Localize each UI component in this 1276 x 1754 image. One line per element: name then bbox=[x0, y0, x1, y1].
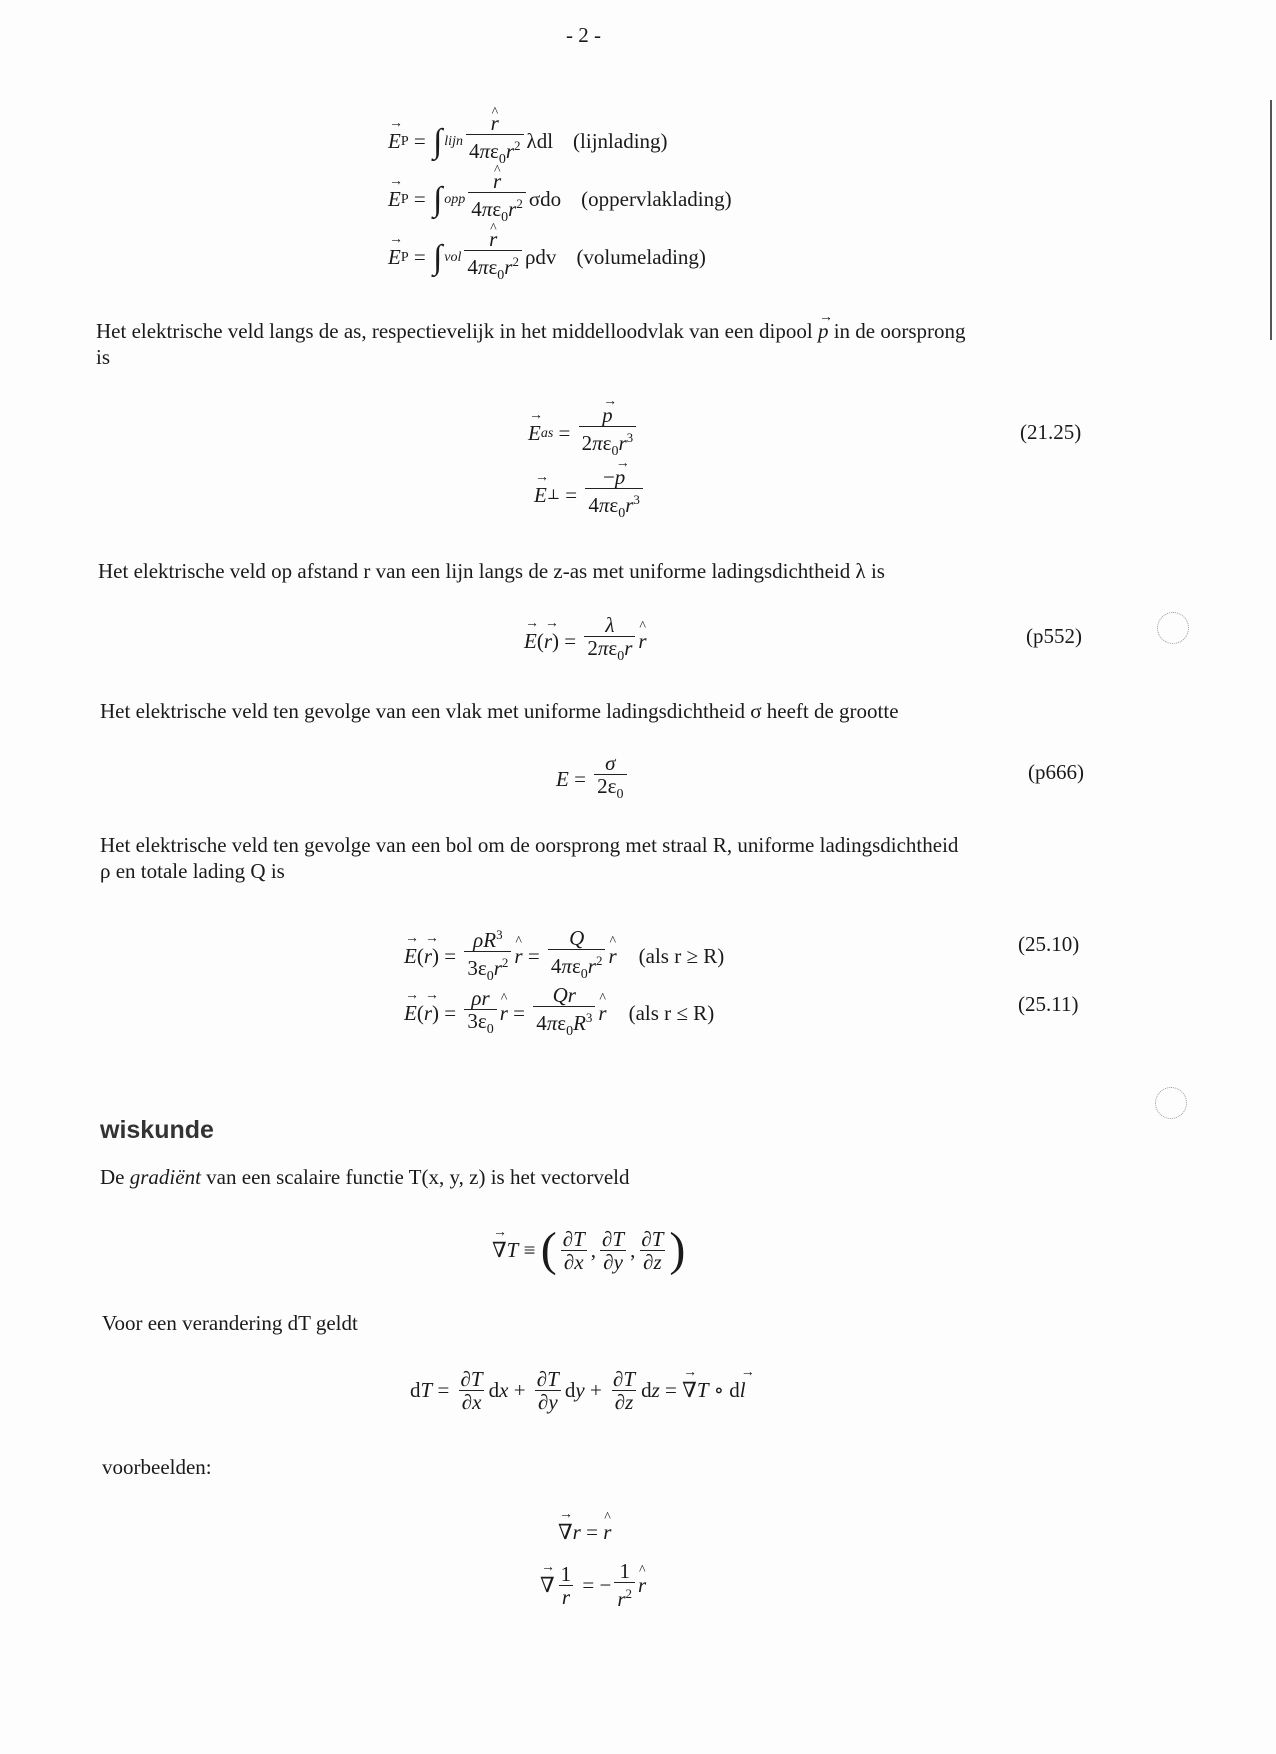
paragraph-gradient bbox=[100, 1164, 629, 1190]
line-label: (lijnlading) bbox=[573, 129, 668, 153]
equation-volume-charge: → E P = ∫ vol ^ $\frac{r}{4\pi\varepsilon_0r^2}$ ρdv (volumelading) bbox=[388, 228, 706, 287]
paragraph-sphere-1: Het elektrische veld ten gevolge van een bol om de oorsprong met straal R, uniforme ladingsdichtheid bbox=[100, 833, 959, 857]
volume-label: (volumelading) bbox=[576, 245, 706, 269]
condition-inside: (als r ≤ R) bbox=[628, 1001, 715, 1025]
scan-edge-mark bbox=[1270, 100, 1272, 340]
paragraph-sphere-2: ρ en totale lading Q is bbox=[100, 859, 285, 883]
integral-sub-volume: vol bbox=[444, 249, 462, 265]
equation-differential: d T = $\frac{\partial T}{\partial x}$ d x + $\frac{\partial T}{\partial y}$ d y + $\frac{\partial T}{\partial z}$ d z = → ∇ T ∘ d → l bbox=[410, 1368, 746, 1413]
dipole-intro-end: in de oorsprong bbox=[833, 319, 966, 343]
scan-speck bbox=[1155, 1087, 1187, 1119]
equation-line-field: → E ( → r ) = $\frac{\lambda}{2\pi\varepsilon_0r}$ ^ r bbox=[524, 614, 647, 668]
dipole-intro-text: Het elektrische veld langs de as, respectievelijk in het middelloodvlak van een dipool bbox=[96, 319, 813, 343]
surface-label: (oppervlaklading) bbox=[581, 187, 732, 211]
paragraph-examples: voorbeelden: bbox=[102, 1455, 212, 1479]
paragraph-dipole-line2: is bbox=[96, 345, 111, 369]
equation-sphere-inside: → E ( → r ) = $\frac{\rho r}{3\varepsilon_0}$ ^ r = $\frac{Qr}{4\pi\varepsilon_0R^3}$ ^ r (als r ≤ R) bbox=[404, 984, 714, 1043]
equation-number-dipole: (21.25) bbox=[1020, 420, 1082, 444]
gradient-pre: De bbox=[100, 1165, 125, 1189]
equation-line-charge: → E P = ∫ lijn ^ $\frac{r}{4\pi\varepsilon_0r^2}$ λdl (lijnlading) bbox=[388, 112, 668, 171]
equation-number-sphere-in: (25.11) bbox=[1018, 992, 1079, 1016]
gradient-post: van een scalaire functie T(x, y, z) is het vectorveld bbox=[206, 1165, 630, 1189]
paragraph-change: Voor een verandering dT geldt bbox=[102, 1311, 358, 1335]
equation-example-2: → ∇ $\frac{1}{r}$ = − $\frac{1}{r^2}$ ^ r bbox=[540, 1560, 646, 1610]
equation-example-1: → ∇ r = ^ r bbox=[558, 1520, 611, 1545]
section-heading: wiskunde bbox=[100, 1116, 214, 1144]
equation-sphere-outside: → E ( → r ) = $\frac{\rho R^3}{3\varepsilon_0r^2}$ ^ r = $\frac{Q}{4\pi\varepsilon_0r^2}$ ^ r (als r ≥ R) bbox=[404, 924, 724, 988]
scan-speck bbox=[1157, 612, 1189, 644]
volume-factor: ρdv bbox=[524, 245, 557, 269]
line-factor: λdl bbox=[526, 129, 554, 153]
equation-surface-charge: → E P = ∫ opp ^ $\frac{r}{4\pi\varepsilon_0r^2}$ σdo (oppervlaklading) bbox=[388, 170, 732, 229]
condition-outside: (als r ≥ R) bbox=[638, 943, 725, 968]
equation-number-line: (p552) bbox=[1026, 624, 1082, 648]
paragraph-plane: Het elektrische veld ten gevolge van een vlak met uniforme ladingsdichtheid σ heeft de grootte bbox=[100, 699, 899, 723]
integral-sub-line: lijn bbox=[444, 133, 463, 149]
page-number: - 2 - bbox=[566, 23, 601, 47]
equation-gradient-def: → ∇ T ≡ ( $\frac{\partial T}{\partial x}$ , $\frac{\partial T}{\partial y}$ , $\frac{\partial T}{\partial z}$ ) bbox=[492, 1226, 685, 1274]
paragraph-dipole: Het elektrische veld langs de as, respectievelijk in het middelloodvlak van een dipool → p in de oorsprong bbox=[96, 318, 966, 344]
equation-dipole-perp: → E ⊥ = $\frac{-\to p}{4\pi\varepsilon_0r^3}$ bbox=[534, 466, 646, 525]
equation-number-plane: (p666) bbox=[1028, 760, 1084, 784]
integral-sub-surface: opp bbox=[444, 191, 466, 207]
gradient-word: gradiënt bbox=[129, 1165, 201, 1189]
equation-number-sphere-out: (25.10) bbox=[1018, 932, 1080, 956]
equation-plane-field: E = $\frac{\sigma}{2\varepsilon_0}$ bbox=[556, 752, 630, 806]
surface-factor: σdo bbox=[528, 187, 562, 211]
paragraph-line: Het elektrische veld op afstand r van een lijn langs de z-as met uniforme ladingsdichtheid λ is bbox=[98, 559, 885, 583]
equation-dipole-axis: → E as = → $\frac{p}{2\pi\varepsilon_0r^3}$ bbox=[528, 404, 639, 463]
